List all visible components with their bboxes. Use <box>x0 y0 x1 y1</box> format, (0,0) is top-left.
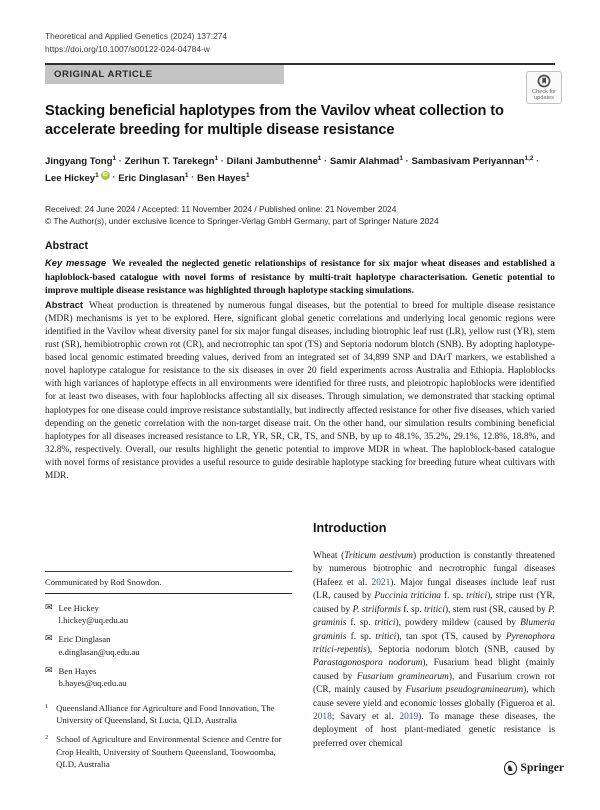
author-separator: · <box>109 172 119 184</box>
footnote-block <box>45 571 292 770</box>
correspondent <box>59 633 140 657</box>
article-type-label: ORIGINAL ARTICLE <box>54 69 153 81</box>
correspondence-list <box>45 602 292 689</box>
author-separator: · <box>402 156 412 168</box>
author <box>330 156 403 167</box>
doi-link[interactable]: https://doi.org/10.1007/s00122-024-04784-w <box>45 44 210 55</box>
orcid-icon[interactable]: iD <box>102 172 108 179</box>
springer-wordmark: Springer <box>520 762 564 774</box>
abstract-label: Abstract <box>45 298 84 310</box>
copyright-line: © The Author(s), under exclusive licence to Springer-Verlag GmbH Germany, part of Springer Nature 2024 <box>45 215 439 226</box>
communicated-by: Communicated by Rod Snowdon. <box>45 577 162 588</box>
correspondent-name: Eric Dinglasan <box>58 634 111 645</box>
author-superscript: 1 <box>184 171 189 179</box>
author-name: Sambasivam Periyannan <box>411 156 525 168</box>
author <box>197 173 250 184</box>
check-updates-icon <box>537 74 551 88</box>
author <box>411 156 533 167</box>
dates-line: Received: 24 June 2024 / Accepted: 11 November 2024 / Published online: 21 November 2024 <box>45 203 397 214</box>
author-name: Ben Hayes <box>196 172 247 184</box>
author <box>45 156 116 167</box>
introduction-heading: Introduction <box>313 521 387 536</box>
author-superscript: 1 <box>317 154 322 162</box>
abstract-section <box>45 240 555 483</box>
citation-link[interactable]: 2018 <box>313 711 332 722</box>
author-name: Eric Dinglasan <box>118 172 185 184</box>
correspondent-email[interactable]: b.hayes@uq.edu.au <box>58 677 127 688</box>
check-updates-label: Check for updates <box>532 88 556 102</box>
page-title: Stacking beneficial haplotypes from the Vavilov wheat collection to accelerate breeding for multiple disease resistance <box>45 103 504 138</box>
author-separator: · <box>218 156 227 168</box>
author-name: Jingyang Tong <box>45 156 113 168</box>
key-message-label: Key message <box>45 257 107 269</box>
two-column-section <box>45 493 555 777</box>
correspondence-entry <box>45 633 292 657</box>
author-superscript: 1 <box>246 171 250 179</box>
author-superscript: 1 <box>214 154 219 162</box>
author-list <box>45 154 545 187</box>
envelope-icon: ✉ <box>45 633 53 644</box>
author-name: Lee Hickey <box>45 172 96 184</box>
key-message-text: We revealed the neglected genetic relationships of resistance for six major wheat diseases and established a haploblock-based catalogue with novel forms of resistance by multi-trait haplotype characterisation. Genetic potential to improve multiple disease resistance was highlighted through haplotype stacking simulations. <box>45 259 555 296</box>
affiliation-text: Queensland Alliance for Agriculture and Food Innovation, The University of Queensland, St Lucia, QLD, Australia <box>56 703 275 726</box>
left-column <box>45 493 292 777</box>
author-superscript: 1 <box>399 154 403 162</box>
key-message-paragraph <box>45 256 555 297</box>
author-name: Zerihun T. Tarekegn <box>124 156 215 168</box>
correspondent <box>59 602 129 626</box>
author-superscript: 1 <box>95 171 99 179</box>
springer-logo <box>504 761 564 775</box>
introduction-paragraph: Wheat (Triticum aestivum) production is constantly threatened by numerous biotrophic and necrotrophic fungal diseases (Hafeez et al. 2021). Major fungal diseases include leaf rust (LR, caused by Puccinia triticina f. sp. tritici), stripe rust (YR, caused by P. striiformis f. sp. tritici), stem rust (SR, caused by P. graminis f. sp. tritici), powdery mildew (caused by Blumeria graminis f. sp. tritici), tan spot (TS, caused by Pyrenophora tritici-repentis), Septoria nodorum blotch (SNB, caused by Parastagonospora nodorum), Fusarium head blight (mainly caused by Fusarium graminearum), and Fusarium crown rot (CR, mainly caused by Fusarium pseudograminearum), which cause severe yield and economic losses globally (Figueroa et al. 2018; Savary et al. 2019). To manage these diseases, the deployment of host plant-mediated genetic resistance is preferred over chemical <box>313 551 555 749</box>
citation-link[interactable]: 2021 <box>371 577 391 588</box>
affiliation-number: 2 <box>45 734 49 742</box>
correspondence-entry <box>45 665 292 689</box>
correspondent-email[interactable]: l.hickey@uq.edu.au <box>58 615 129 626</box>
affiliation-number: 1 <box>45 703 49 711</box>
affiliation-text: School of Agriculture and Environmental Science and Centre for Crop Health, University of Southern Queensland, Toowoomba, QLD, Australia <box>56 734 282 769</box>
article-type-bar <box>45 65 284 84</box>
author <box>45 173 110 184</box>
author-separator: · <box>188 172 197 184</box>
abstract-paragraph <box>45 298 555 483</box>
affiliation-entry <box>45 733 292 770</box>
affiliation-entry <box>45 702 292 726</box>
author-separator: · <box>321 156 330 168</box>
abstract-text: Wheat production is threatened by numerous fungal diseases, but the potential to breed for multiple disease resistance (MDR) mechanisms is yet to be explored. Here, significant global genetic correlations and underlying local genomic regions were identified in the Vavilov wheat diversity panel for six major fungal diseases, including biotrophic leaf rust (LR), yellow rust (YR), stem rust (SR), hemibiotrophic crown rot (CR), and necrotrophic tan spot (TS) and Septoria nodorum blotch (SNB). By adopting haplotype-based local genomic estimated breeding values, derived from an integrated set of 34,899 SNP and DArT markers, we established a novel haplotype catalogue for resistance to the six diseases in over 20 field experiments across Australia and Ethiopia. Haploblocks with high variances of haplotype effects in all environments were identified for three rusts, and pleiotropic haploblocks were identified for at least two diseases, with four haploblocks affecting all six diseases. Through simulation, we demonstrated that stacking optimal haplotypes for one disease could improve resistance substantially, but indirectly affected resistance for other five diseases, which varied depending on the genetic correlation with the non-target disease trait. On the other hand, our simulation results combining beneficial haplotypes for all diseases increased resistance to LR, YR, SR, CR, TS, and SNB, by up to 48.1%, 35.2%, 29.1%, 12.8%, 18.8%, and 32.8%, respectively. Overall, our results highlight the genetic potential to improve MDR in wheat. The haploblock-based catalogue with novel forms of resistance provides a useful resource to guide desirable haplotype stacking for breeding future wheat cultivars with MDR. <box>45 300 555 481</box>
author <box>227 156 322 167</box>
correspondent-email[interactable]: e.dinglasan@uq.edu.au <box>58 646 140 657</box>
correspondent-name: Lee Hickey <box>58 603 99 614</box>
author-superscript: 1,2 <box>524 154 534 162</box>
article-type-row <box>45 65 556 102</box>
author-separator: · <box>116 156 125 168</box>
abstract-heading: Abstract <box>45 240 88 253</box>
author <box>118 173 188 184</box>
author-name: Samir Alahmad <box>329 156 400 168</box>
envelope-icon: ✉ <box>45 602 53 613</box>
journal-header <box>45 30 555 56</box>
springer-knight-icon: ♞ <box>504 761 517 775</box>
citation-link[interactable]: 2019 <box>399 711 419 722</box>
author-superscript: 1 <box>112 154 117 162</box>
check-updates-badge[interactable] <box>526 71 562 104</box>
envelope-icon: ✉ <box>45 664 53 675</box>
author-name: Dilani Jambuthenne <box>226 156 318 168</box>
author <box>125 156 218 167</box>
footnote-divider-thick <box>45 593 292 594</box>
correspondence-entry <box>45 602 292 626</box>
correspondent-name: Ben Hayes <box>58 665 97 676</box>
correspondent <box>59 665 127 689</box>
journal-line: Theoretical and Applied Genetics (2024) 137:274 <box>45 31 228 41</box>
right-column <box>313 493 555 777</box>
affiliation-list <box>45 702 292 770</box>
author-separator: · <box>533 156 540 168</box>
